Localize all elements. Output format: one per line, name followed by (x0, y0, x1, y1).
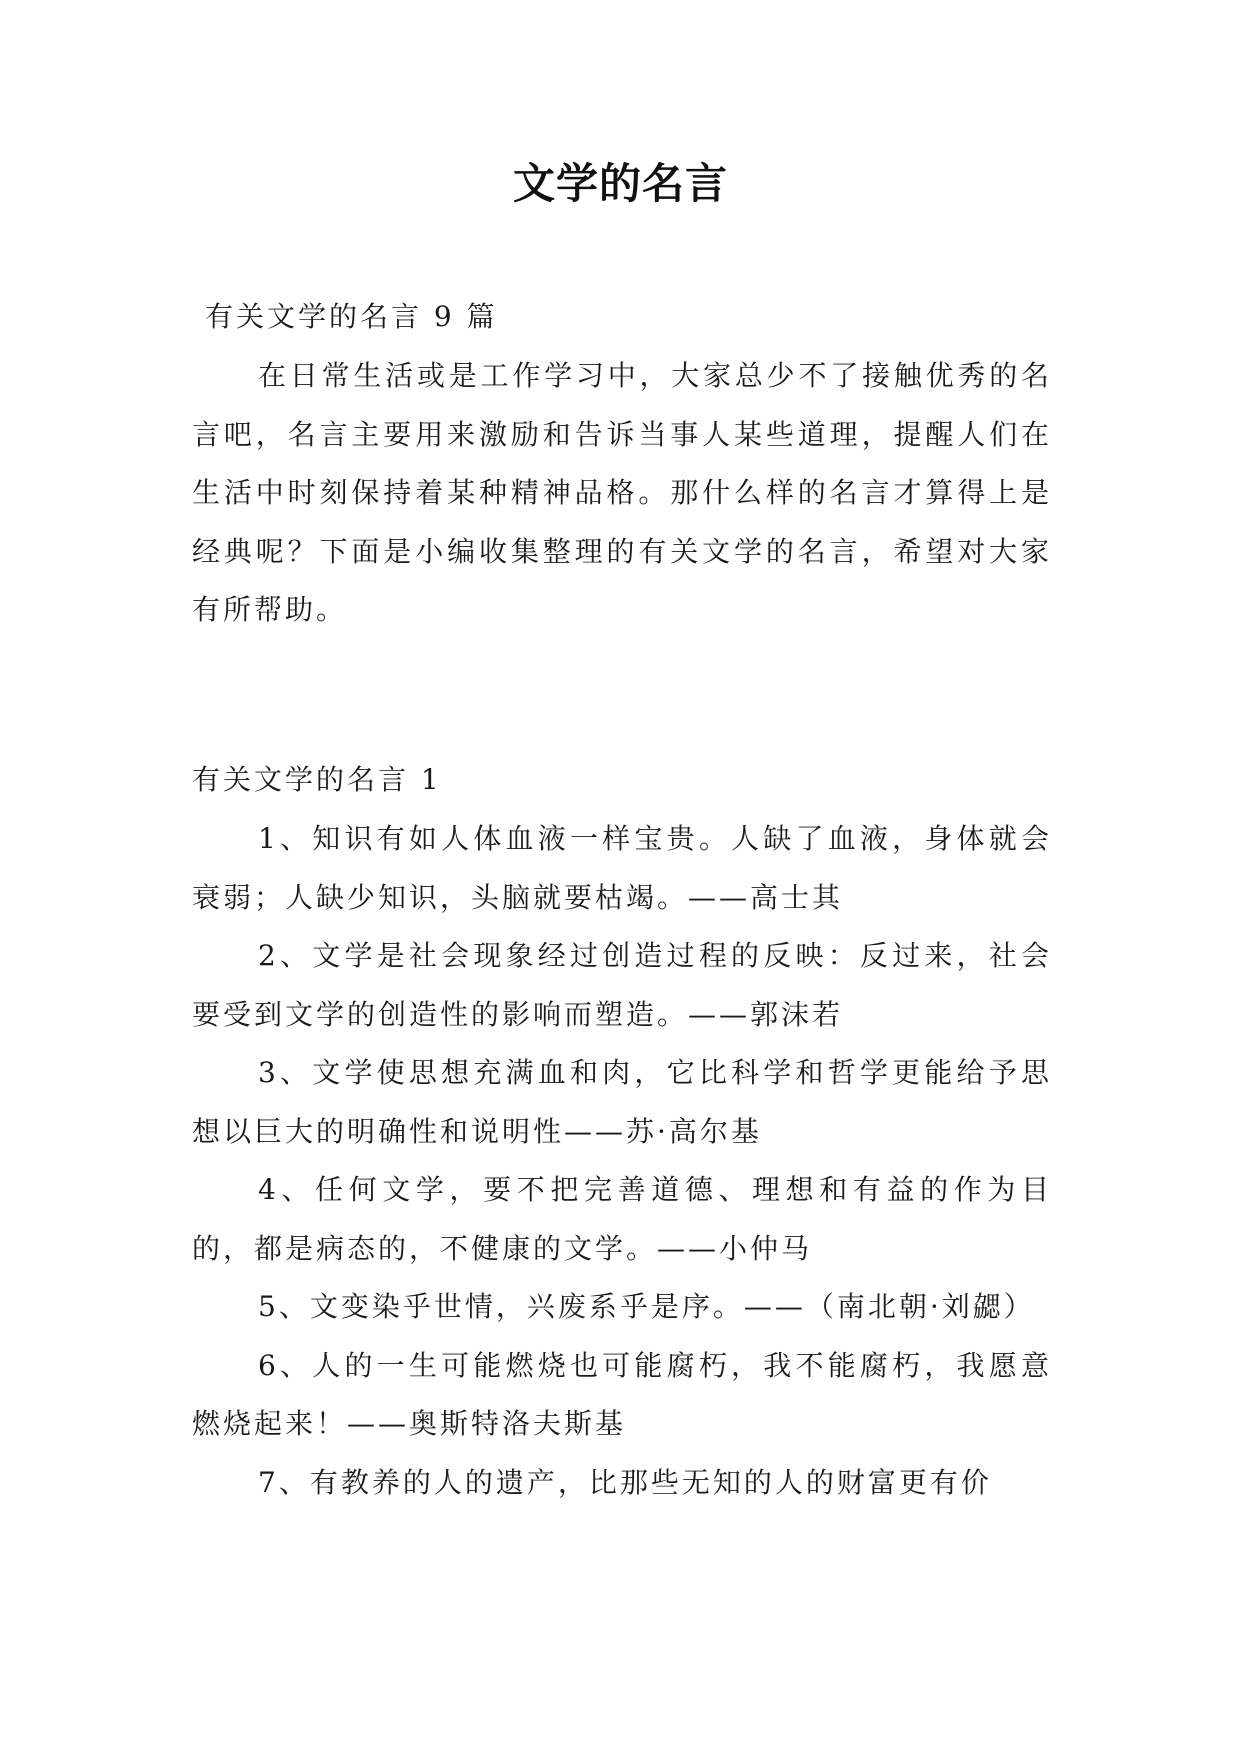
quote-item: 6、人的一生可能燃烧也可能腐朽，我不能腐朽，我愿意燃烧起来！——奥斯特洛夫斯基 (192, 1348, 1052, 1440)
intro-paragraph: 在日常生活或是工作学习中，大家总少不了接触优秀的名言吧，名言主要用来激励和告诉当事人某些道理，提醒人们在生活中时刻保持着某种精神品格。那什么样的名言才算得上是经典呢？下面是小编收集整理的有关文学的名言，希望对大家有所帮助。 (192, 359, 1052, 626)
quote-item: 3、文学使思想充满血和肉，它比科学和哲学更能给予思想以巨大的明确性和说明性——苏·高尔基 (192, 1056, 1052, 1148)
quote-item: 5、文变染乎世情，兴废系乎是序。——（南北朝·刘勰） (258, 1290, 1035, 1323)
section-heading: 有关文学的名言 1 (192, 763, 442, 796)
quote-item: 1、知识有如人体血液一样宝贵。人缺了血液，身体就会衰弱；人缺少知识，头脑就要枯竭。——高士其 (192, 822, 1052, 914)
quote-item: 4、任何文学，要不把完善道德、理想和有益的作为目的，都是病态的，不健康的文学。——小仲马 (192, 1173, 1052, 1265)
quote-item: 2、文学是社会现象经过创造过程的反映：反过来，社会要受到文学的创造性的影响而塑造。——郭沫若 (192, 939, 1052, 1031)
document-subtitle: 有关文学的名言 9 篇 (205, 300, 498, 333)
page-title: 文学的名言 (512, 159, 728, 208)
quote-item: 7、有教养的人的遗产，比那些无知的人的财富更有价 (258, 1465, 992, 1499)
quote-list (192, 810, 1052, 1512)
